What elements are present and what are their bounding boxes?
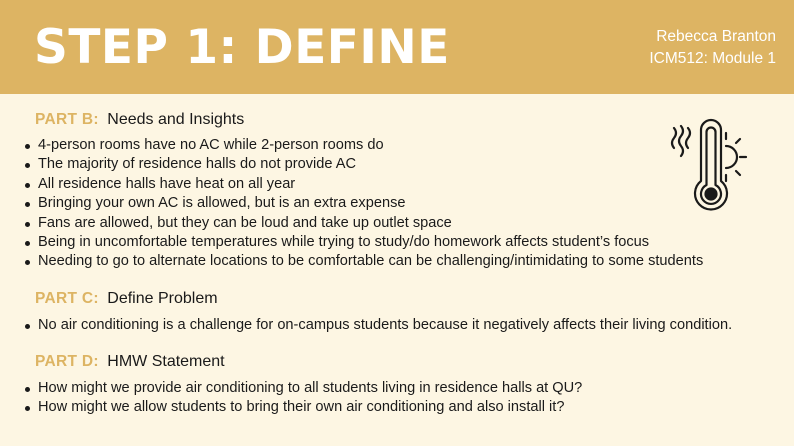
thermometer-heat-icon xyxy=(664,118,760,214)
list-item: Fans are allowed, but they can be loud and take up outlet space xyxy=(23,214,794,233)
list-item: How might we provide air conditioning to all students living in residence halls at QU? xyxy=(23,379,794,398)
author-block xyxy=(649,26,776,70)
list-item: All residence halls have heat on all year xyxy=(23,175,794,194)
header-banner xyxy=(0,0,794,94)
bullet-list xyxy=(23,316,794,335)
list-item: Needing to go to alternate locations to be comfortable can be challenging/intimidating to some students xyxy=(23,252,794,271)
section-part-d xyxy=(0,351,794,418)
list-item: 4-person rooms have no AC while 2-person rooms do xyxy=(23,136,794,155)
part-label: PART D: xyxy=(35,353,99,370)
section-title: Define Problem xyxy=(107,290,218,307)
part-label: PART B: xyxy=(35,111,99,128)
course-code: ICM512: Module 1 xyxy=(649,50,776,67)
part-label: PART C: xyxy=(35,290,99,307)
list-item: Bringing your own AC is allowed, but is an extra expense xyxy=(23,194,794,213)
author-name: Rebecca Branton xyxy=(656,28,776,45)
list-item: How might we allow students to bring their own air conditioning and also install it? xyxy=(23,398,794,417)
section-title: HMW Statement xyxy=(107,353,225,370)
section-part-c xyxy=(0,288,794,335)
list-item: The majority of residence halls do not provide AC xyxy=(23,155,794,174)
section-heading xyxy=(35,351,794,373)
section-heading xyxy=(35,288,794,310)
page-title: STEP 1: DEFINE xyxy=(34,20,450,75)
list-item: Being in uncomfortable temperatures while trying to study/do homework affects student’s focus xyxy=(23,233,794,252)
bullet-list xyxy=(23,379,794,418)
list-item: No air conditioning is a challenge for on-campus students because it negatively affects their living condition. xyxy=(23,316,794,335)
section-title: Needs and Insights xyxy=(107,111,245,128)
